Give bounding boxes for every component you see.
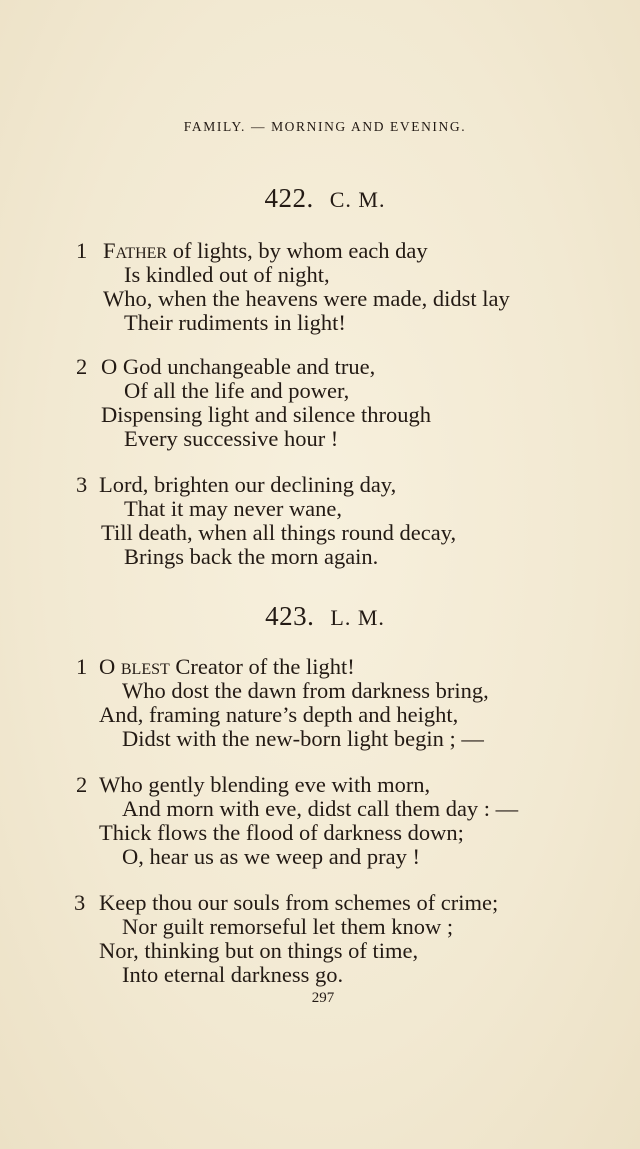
verse-line: O God unchangeable and true, (101, 354, 376, 379)
verse-line: And, framing nature’s depth and height, (99, 702, 459, 727)
verse-line: Thick flows the flood of darkness down; (99, 820, 464, 845)
hymn-heading (0, 601, 640, 632)
page-number: 297 (311, 990, 335, 1006)
hymn-meter: L. M. (330, 605, 385, 630)
verse-line: Keep thou our souls from schemes of crime; (99, 890, 499, 915)
small-caps-word: Father (103, 238, 168, 263)
verse-line: Their rudiments in light! (124, 310, 346, 335)
verse-line: Dispensing light and silence through (101, 402, 431, 427)
verse-line: Didst with the new-born light begin ; — (122, 726, 484, 751)
hymn-number: 422. (264, 183, 314, 213)
verse-line: And morn with eve, didst call them day : — (122, 796, 519, 821)
running-head: FAMILY. — MORNING AND EVENING. (183, 119, 467, 134)
verse-line: Every successive hour ! (124, 426, 339, 451)
verse-line: Is kindled out of night, (124, 262, 330, 287)
hymn-meter: C. M. (329, 187, 386, 212)
verse-line (103, 239, 428, 263)
verse-line-text: O (99, 654, 121, 679)
stanza-number: 2 (76, 772, 88, 797)
verse-line-text: Creator of the light! (169, 654, 355, 679)
verse-line: Brings back the morn again. (124, 544, 379, 569)
hymn-number: 423. (265, 601, 315, 631)
verse-line: Who dost the dawn from darkness bring, (122, 678, 489, 703)
verse-line: Lord, brighten our declining day, (99, 472, 397, 497)
stanza-number: 2 (76, 354, 88, 379)
verse-line: Into eternal darkness go. (122, 962, 344, 987)
hymn-heading (0, 183, 640, 214)
stanza-number: 1 (76, 238, 88, 263)
stanza-number: 3 (76, 472, 88, 497)
verse-line: Till death, when all things round decay, (101, 520, 457, 545)
stanza-number: 3 (74, 890, 86, 915)
verse-line: Of all the life and power, (124, 378, 350, 403)
small-caps-word: blest (120, 654, 170, 679)
verse-line: Nor, thinking but on things of time, (99, 938, 419, 963)
stanza-number: 1 (76, 654, 88, 679)
verse-line: O, hear us as we weep and pray ! (122, 844, 421, 869)
verse-line: Who gently blending eve with morn, (99, 772, 431, 797)
verse-line-text: of lights, by whom each day (167, 238, 428, 263)
verse-line: Who, when the heavens were made, didst lay (103, 286, 510, 311)
verse-line (99, 655, 355, 679)
verse-line: That it may never wane, (124, 496, 343, 521)
verse-line: Nor guilt remorseful let them know ; (122, 914, 454, 939)
